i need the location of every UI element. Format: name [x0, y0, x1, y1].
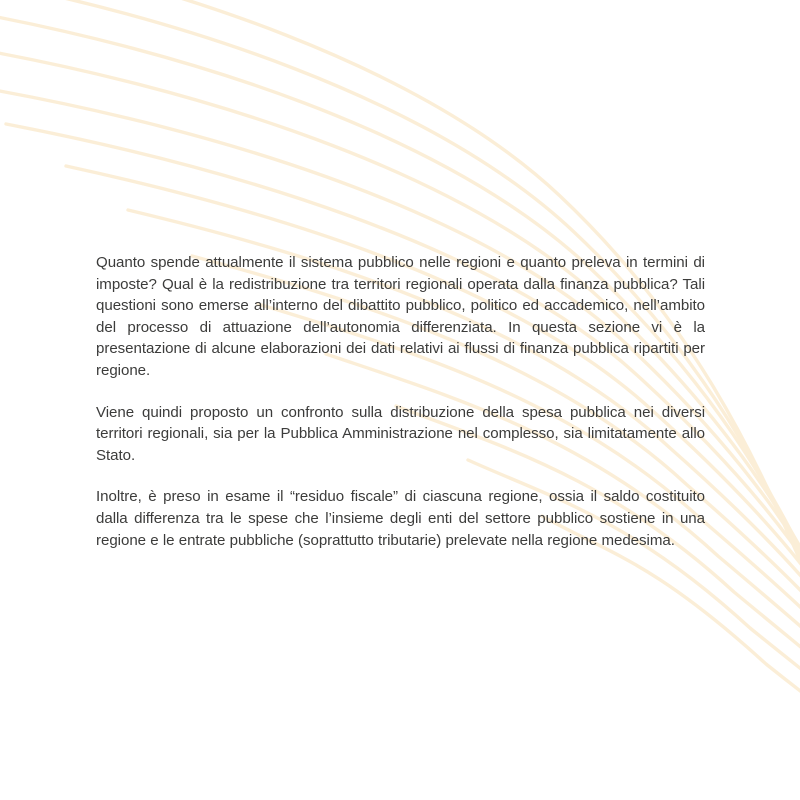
- body-text-column: [96, 252, 705, 551]
- paragraph-confronto-spesa: Viene quindi proposto un confronto sulla distribuzione della spesa pubblica nei diversi territori regionali, sia per la Pubblica Amministrazione nel complesso, sia limitatamente allo Stato.: [96, 403, 705, 464]
- wave-arc: [542, 516, 800, 800]
- paragraph-intro: Quanto spende attualmente il sistema pubblico nelle regioni e quanto preleva in termini di imposte? Qual è la redistribuzione tra territori regionali operata dalla finanza pubblica? Tali questioni sono emerse all’interno del dibattito pubblico, politico ed accademico, nell’ambito del processo di attuazione dell’autonomia differenziata. In questa sezione vi è la presentazione di alcune elaborazioni dei dati relativi ai flussi di finanza pubblica ripartiti per regione.: [96, 254, 705, 379]
- paragraph-residuo-fiscale: Inoltre, è preso in esame il “residuo fiscale” di ciascuna regione, ossia il saldo costituito dalla differenza tra le spese che l’insieme degli enti del settore pubblico sostiene in una regione e le entrate pubbliche (soprattutto tributarie) prelevate nella regione medesima.: [96, 488, 705, 549]
